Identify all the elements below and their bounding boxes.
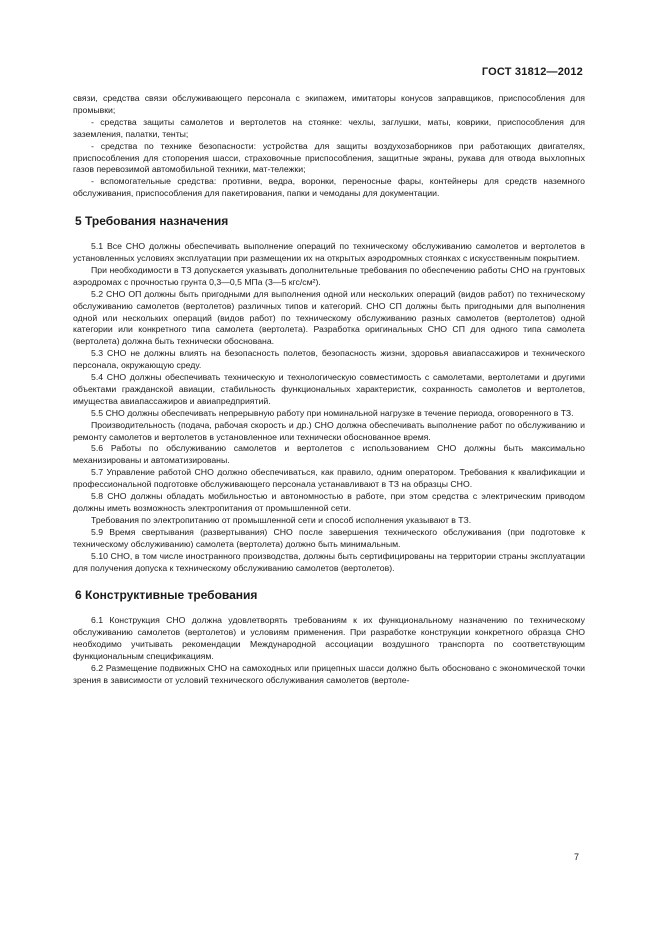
section-5-paragraph: 5.10 СНО, в том числе иностранного производства, должны быть сертифицированы на территории страны эксплуатации для получения допуска к техническому обслуживанию самолетов (вертолетов). xyxy=(73,550,585,573)
page-content xyxy=(73,93,585,687)
intro-paragraph: - вспомогательные средства: противни, ведра, воронки, переносные фары, контейнеры для средств наземного обслуживания, приспособления для пакетирования, папки и чемоданы для документации. xyxy=(73,176,585,199)
intro-paragraph: - средства по технике безопасности: устройства для защиты воздухозаборников при работающих двигателях, приспособления для стопорения шасси, страховочные приспособления, защитные экраны, рукава для отвода выхлопных газов перевозимой автомобильной техники, мат-тележки; xyxy=(73,140,585,175)
section-5-paragraph: Производительность (подача, рабочая скорость и др.) СНО должна обеспечивать выполнение работ по обслуживанию и ремонту самолетов и вертолетов в установленное или технически обоснованное время. xyxy=(73,419,585,442)
intro-paragraph: - средства защиты самолетов и вертолетов на стоянке: чехлы, заглушки, маты, коврики, приспособления для заземления, палатки, тенты; xyxy=(73,116,585,139)
section-5-paragraph: Требования по электропитанию от промышленной сети и способ исполнения указывают в ТЗ. xyxy=(91,514,472,525)
section-5-paragraph: 5.9 Время свертывания (развертывания) СНО после завершения технического обслуживания (при подготовке к техническому обслуживанию) самолета (вертолета) должно быть минимальным. xyxy=(73,526,585,549)
section-5-paragraph: 5.3 СНО не должны влиять на безопасность полетов, безопасность жизни, здоровья авиапассажиров и технического персонала, окружающую среду. xyxy=(73,348,585,371)
section-6-paragraph: 6.2 Размещение подвижных СНО на самоходных или прицепных шасси должно быть обосновано с экономической точки зрения в зависимости от условий технического обслуживания самолетов (вертоле- xyxy=(73,662,585,685)
section-5-paragraph: 5.8 СНО должны обладать мобильностью и автономностью в работе, при этом средства с электрическим приводом должны иметь возможность электропитания от промышленной сети. xyxy=(73,491,585,513)
section-5-paragraph: 5.2 СНО ОП должны быть пригодными для выполнения одной или нескольких операций (видов работ) по техническому обслуживанию самолетов (вертолетов) различных типов и категорий. СНО СП должны быть пригодными для выполнения одной или нескольких операций (видов работ) по техническому обслуживанию разных самолетов (вертолетов) одной категории или конкретного типа самолета (вертолета). Разработка оригинальных СНО СП для одного типа самолета (вертолета) должна быть технически обоснована. xyxy=(73,288,585,347)
section-5-heading: 5 Требования назначения xyxy=(75,214,229,229)
section-5-paragraph: 5.7 Управление работой СНО должно обеспечиваться, как правило, одним оператором. Требования к квалификации и профессиональной подготовке обслуживающего персонала устанавливают в ТЗ на образцы СНО. xyxy=(73,467,585,490)
page-number: 7 xyxy=(573,852,579,862)
section-5-paragraph: При необходимости в ТЗ допускается указывать дополнительные требования по обеспечению работы СНО на грунтовых аэродромах с прочностью грунта 0,3—0,5 МПа (3—5 кгс/см²). xyxy=(73,264,585,287)
document-header: ГОСТ 31812—2012 xyxy=(481,66,583,78)
section-6-paragraph: 6.1 Конструкция СНО должна удовлетворять требованиям к их функциональному назначению по техническому обслуживанию самолетов (вертолетов) и условиям применения. При разработке конструкции конкретного образца СНО необходимо учитывать рекомендации Международной ассоциации воздушного транспорта по соответствующим функциональным спецификациям. xyxy=(73,615,585,662)
section-5-paragraph: 5.6 Работы по обслуживанию самолетов и вертолетов с использованием СНО должны быть максимально механизированы и автоматизированы. xyxy=(73,443,585,466)
section-5-paragraph: 5.5 СНО должны обеспечивать непрерывную работу при номинальной нагрузке в течение периода, оговоренного в ТЗ. xyxy=(91,407,574,418)
section-5-paragraph: 5.1 Все СНО должны обеспечивать выполнение операций по техническому обслуживанию самолетов и вертолетов в установленных условиях эксплуатации при размещении их на открытых аэродромных стоянках с искусственным покрытием. xyxy=(73,241,585,263)
section-6-heading: 6 Конструктивные требования xyxy=(75,588,258,603)
section-5-paragraph: 5.4 СНО должны обеспечивать техническую и технологическую совместимость с самолетами, вертолетами и другими объектами гражданской авиации, стабильность функциональных характеристик, сохранность самолетов и вертолетов, имущества авиапассажиров и авиапредприятий. xyxy=(73,372,585,406)
intro-paragraph: связи, средства связи обслуживающего персонала с экипажем, имитаторы конусов заправщиков, приспособления для промывки; xyxy=(73,93,585,115)
